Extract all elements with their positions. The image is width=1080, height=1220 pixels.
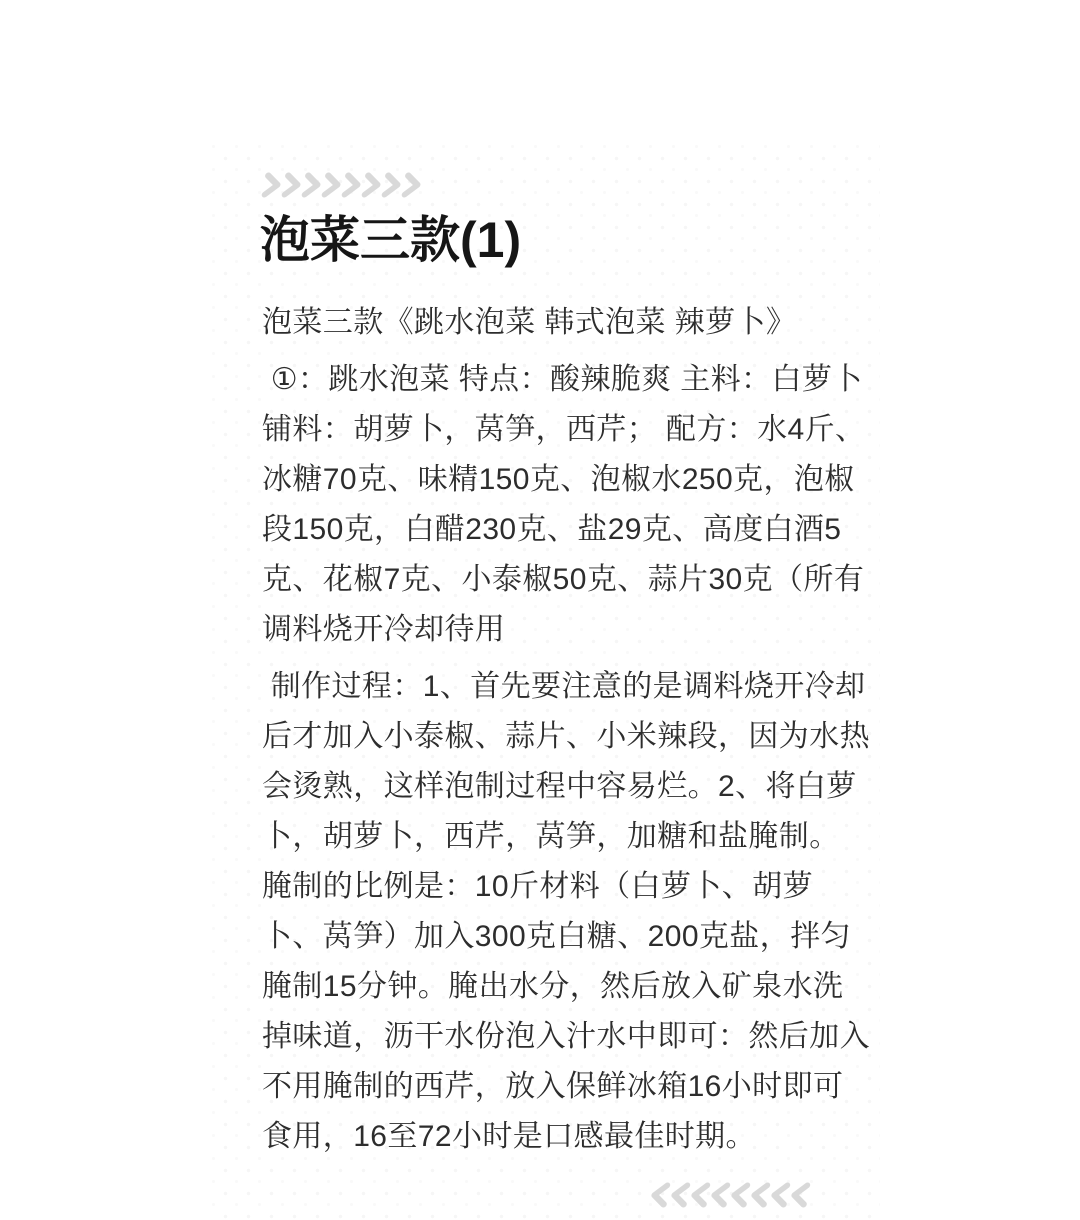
text-line: 腌制15分钟。腌出水分，然后放入矿泉水洗 bbox=[262, 970, 844, 1003]
text-line: 冰糖70克、味精150克、泡椒水250克，泡椒 bbox=[262, 463, 855, 496]
text-line: 调料烧开冷却待用 bbox=[262, 613, 506, 646]
text-line: 卜、莴笋）加入300克白糖、200克盐，拌匀 bbox=[262, 920, 851, 953]
text-line: 克、花椒7克、小泰椒50克、蒜片30克（所有 bbox=[262, 563, 865, 596]
paragraph bbox=[262, 298, 872, 348]
paragraph bbox=[262, 355, 872, 655]
text-line: 食用，16至72小时是口感最佳时期。 bbox=[262, 1120, 756, 1153]
chevrons-right-icon bbox=[259, 172, 432, 203]
text-line: 卜，胡萝卜，西芹，莴笋，加糖和盐腌制。 bbox=[262, 820, 840, 853]
text-line: 铺料：胡萝卜，莴笋，西芹； 配方：水4斤、 bbox=[262, 413, 866, 446]
chevrons-left-icon bbox=[647, 1182, 820, 1213]
text-line: 制作过程：1、首先要注意的是调料烧开冷却 bbox=[262, 670, 866, 703]
text-line: 不用腌制的西芹，放入保鲜冰箱16小时即可 bbox=[262, 1070, 844, 1103]
text-line: 掉味道，沥干水份泡入汁水中即可：然后加入 bbox=[262, 1020, 870, 1053]
recipe-text bbox=[262, 298, 872, 1169]
page-title: 泡菜三款(1) bbox=[260, 212, 522, 268]
text-line: 段150克，白醋230克、盐29克、高度白酒5 bbox=[262, 513, 842, 546]
text-line: 后才加入小泰椒、蒜片、小米辣段，因为水热 bbox=[262, 720, 870, 753]
content-panel bbox=[210, 140, 880, 1220]
text-line: 会烫熟，这样泡制过程中容易烂。2、将白萝 bbox=[262, 770, 857, 803]
text-line: 腌制的比例是：10斤材料（白萝卜、胡萝 bbox=[262, 870, 813, 903]
paragraph bbox=[262, 662, 872, 1162]
text-line: 泡菜三款《跳水泡菜 韩式泡菜 辣萝卜》 bbox=[262, 306, 797, 339]
text-line: ①：跳水泡菜 特点：酸辣脆爽 主料：白萝卜 bbox=[262, 363, 863, 396]
